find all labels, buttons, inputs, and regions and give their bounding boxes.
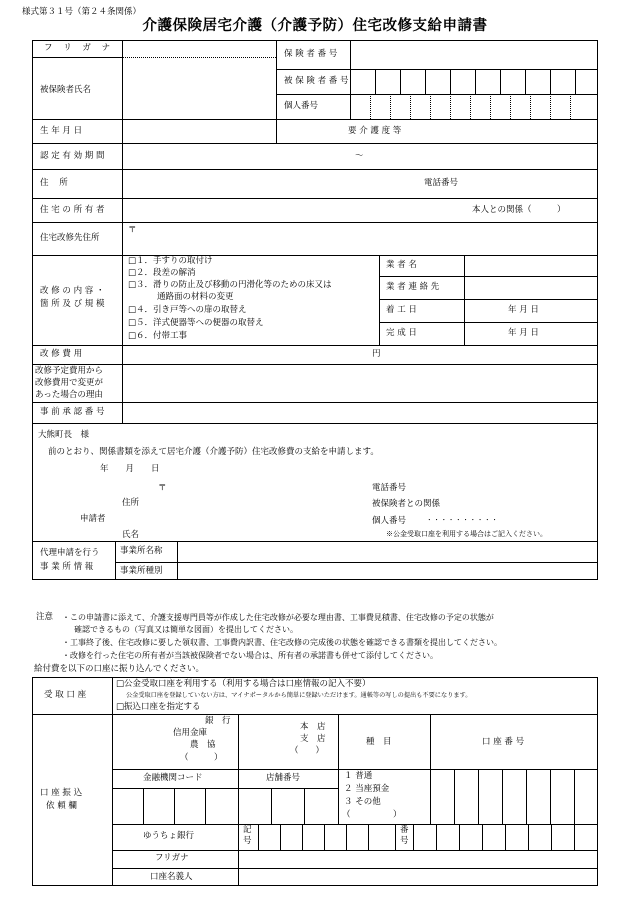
postal-mark: 〒 <box>128 225 137 235</box>
yen-unit: 円 <box>372 349 381 359</box>
payment-instruction: 給付費を以下の口座に振り込んでください。 <box>34 664 205 674</box>
branch-code-label: 店舗番号 <box>266 773 301 783</box>
receive-account-label: 受 取 口 座 <box>44 690 87 700</box>
note-1b: 確認できるもの（写真又は簡単な図面）を提出してください。 <box>74 625 298 634</box>
care-level-label: 要 介 護 度 等 <box>348 126 402 136</box>
start-ymd: 年 月 日 <box>508 305 539 315</box>
cost-label: 改 修 費 用 <box>40 349 83 359</box>
applicant-label: 申請者 <box>80 514 106 524</box>
furigana-label: フ リ ガ ナ <box>44 43 115 53</box>
holder-name-label: 口座名義人 <box>150 872 193 882</box>
form-title: 介護保険居宅介護（介護予防）住宅改修支給申請書 <box>142 17 488 34</box>
applicant-my-number-label: 個人番号 <box>372 516 407 526</box>
yucho-label: ゆうちょ銀行 <box>143 831 195 841</box>
bank-code-label: 金融機関コード <box>143 773 203 783</box>
symbol-label-2: 号 <box>243 836 252 846</box>
note-1a: ・この申請書に添えて、介護支援専門員等が作成した住宅改修が必要な理由書、工事費見積書、住宅改修の予定の状態が <box>62 613 494 622</box>
kind-checking[interactable]: ２ 当座預金 <box>344 784 390 794</box>
item-floor-cont: 通路面の材料の変更 <box>157 292 234 302</box>
relation-label: 本人との関係（ ） <box>472 205 566 215</box>
option-public-account[interactable]: □公金受取口座を利用する（利用する場合は口座情報の記入不要） <box>116 679 371 689</box>
period-separator: ～ <box>355 151 364 161</box>
item-toilet[interactable]: □５．洋式便器等への便器の取替え <box>128 318 264 328</box>
item-floor[interactable]: □３．滑りの防止及び移動の円滑化等のための床又は <box>128 280 332 290</box>
account-number-label: 口 座 番 号 <box>482 737 525 747</box>
applicant-relation-label: 被保険者との関係 <box>372 499 441 509</box>
insured-name-label: 被保険者氏名 <box>40 85 92 95</box>
bank-kind-1: 銀 行 <box>205 716 231 726</box>
site-address-label: 住宅改修先住所 <box>40 233 100 243</box>
holder-furigana-label: フリガナ <box>155 853 189 863</box>
declaration-body: 前のとおり、関係書類を添えて居宅介護（介護予防）住宅改修費の支給を申請します。 <box>48 447 379 457</box>
bank-kind-3: 農 協 <box>190 740 216 750</box>
item-door[interactable]: □４．引き戸等への扉の取替え <box>128 305 247 315</box>
complete-ymd: 年 月 日 <box>508 328 539 338</box>
agent-label-1: 代理申請を行う <box>40 548 100 558</box>
owner-label: 住 宅 の 所 有 者 <box>40 205 105 215</box>
item-step[interactable]: □２．段差の解消 <box>128 268 196 278</box>
kind-ordinary[interactable]: １ 普通 <box>344 771 373 781</box>
insured-number-label: 被 保 険 者 番 号 <box>284 76 349 86</box>
bank-kind-2: 信用金庫 <box>173 728 208 738</box>
complete-date-label: 完 成 日 <box>386 328 417 338</box>
number-label-2: 号 <box>400 836 409 846</box>
number-label-1: 番 <box>400 825 409 835</box>
valid-period-label: 認 定 有 効 期 間 <box>40 151 105 161</box>
insurer-number-label: 保 険 者 番 号 <box>284 49 338 59</box>
my-number-label: 個人番号 <box>284 101 319 111</box>
reason-label-2: 改修費用で変更が <box>35 378 104 388</box>
form-number: 様式第３１号（第２４条関係） <box>22 7 142 17</box>
applicant-name-label: 氏名 <box>122 530 140 540</box>
symbol-label-1: 記 <box>243 825 252 835</box>
applicant-address-label: 住所 <box>122 498 140 508</box>
content-label-line1: 改 修 の 内 容 ・ <box>40 286 105 296</box>
item-ancillary[interactable]: □６．付帯工事 <box>128 331 188 341</box>
declaration-date: 年 月 日 <box>100 464 160 474</box>
office-type-label: 事業所種別 <box>120 566 163 576</box>
public-account-note: ※公金受取口座を利用する場合はご記入ください。 <box>386 530 547 538</box>
contractor-contact-label: 業 者 連 絡 先 <box>386 282 440 292</box>
transfer-label-2: 依 頼 欄 <box>46 801 77 811</box>
applicant-postal-mark: 〒 <box>158 483 167 493</box>
addressee: 大熊町長 様 <box>38 430 90 440</box>
reason-label-1: 改修予定費用から <box>35 366 104 376</box>
my-number-dots: ．．．．．．．．．． <box>428 513 505 523</box>
kind-other[interactable]: ３ その他 <box>344 797 381 807</box>
option-public-note: 公金受取口座を登録していない方は、マイナポータルから簡単に登録いただけます。通帳等の写しの提出も不要になります。 <box>126 692 472 699</box>
prior-approval-label: 事 前 承 認 番 号 <box>40 407 105 417</box>
branch-kind-1: 本 店 <box>300 722 326 732</box>
agent-label-2: 事 業 所 情 報 <box>40 562 94 572</box>
start-date-label: 着 工 日 <box>386 305 417 315</box>
option-designated-account[interactable]: □振込口座を指定する <box>116 702 201 712</box>
reason-label-3: あった場合の理由 <box>35 390 103 400</box>
transfer-label-1: 口 座 振 込 <box>40 788 83 798</box>
item-handrail[interactable]: □１．手すりの取付け <box>128 256 213 266</box>
note-3: ・改修を行った住宅の所有者が当該被保険者でない場合は、所有者の承諾書も併せて添付してください。 <box>62 651 438 660</box>
note-2: ・工事終了後、住宅改修に要した領収書、工事費内訳書、住宅改修の完成後の状態を確認できる書類を提出してください。 <box>62 638 502 647</box>
address-label: 住 所 <box>40 178 72 188</box>
content-label-line2: 箇 所 及 び 規 模 <box>40 299 105 309</box>
notes-heading: 注意 <box>36 612 54 622</box>
kind-other-paren: （ ） <box>342 810 402 820</box>
birth-date-label: 生 年 月 日 <box>40 126 83 136</box>
contractor-name-label: 業 者 名 <box>386 260 417 270</box>
applicant-phone-label: 電話番号 <box>372 483 407 493</box>
phone-label: 電話番号 <box>424 178 459 188</box>
branch-kind-2: 支 店 <box>300 734 326 744</box>
office-name-label: 事業所名称 <box>120 546 163 556</box>
bank-kind-4: （ ） <box>180 753 223 763</box>
branch-kind-3: （ ） <box>290 746 325 756</box>
account-kind-label: 種 目 <box>366 737 392 747</box>
